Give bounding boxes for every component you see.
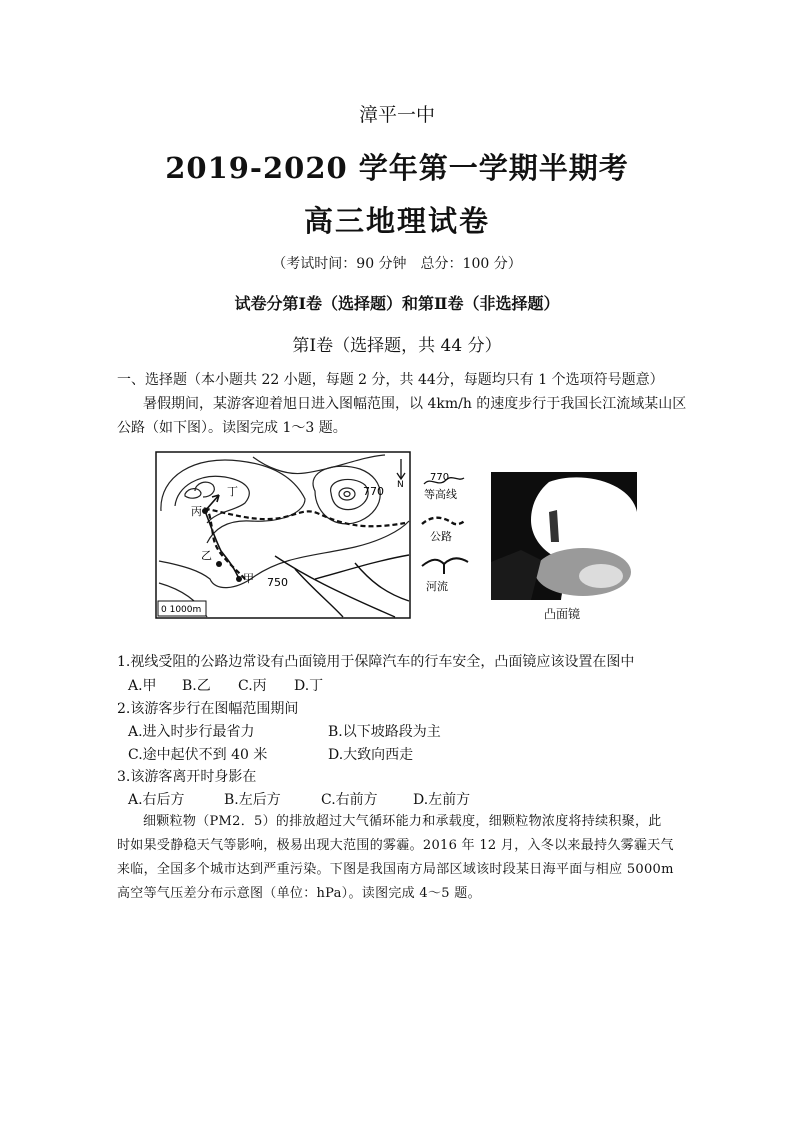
passage-line-3: 来临，全国多个城市达到严重污染。下图是我国南方局部区域该时段某日海平面与相应 5000m (117, 862, 674, 877)
label-bing: 丙 (191, 505, 202, 518)
map-legend (416, 458, 476, 598)
question-2-option-c: C.途中起伏不到 40 米 (128, 747, 268, 763)
school-name: 漳平一中 (358, 104, 435, 126)
exam-title: 2019-2020 学年第一学期半期考 (165, 151, 629, 185)
passage-line-1: 细颗粒物（PM2．5）的排放超过大气循环能力和承载度，细颗粒物浓度将持续积聚，此 (143, 814, 662, 829)
label-yi: 乙 (201, 549, 212, 562)
question-2-option-d: D.大致向西走 (328, 747, 414, 763)
map-frame (156, 452, 410, 618)
question-3-stem: 3.该游客离开时身影在 (117, 769, 257, 785)
contour-label-750: 750 (267, 576, 288, 589)
mirror-highlight (579, 564, 623, 588)
question-1-option-d: D.丁 (294, 678, 324, 694)
question-1-option-c: C.丙 (238, 678, 267, 694)
paper-structure: 试卷分第Ⅰ卷（选择题）和第Ⅱ卷（非选择题） (234, 294, 560, 313)
point-jia-marker (236, 576, 242, 582)
question-3-option-b: B.左后方 (224, 792, 281, 808)
topographic-map (155, 451, 413, 621)
legend-river-icon (422, 558, 468, 574)
passage-line-4: 高空等气压差分布示意图（单位：hPa）。读图完成 4～5 题。 (117, 886, 481, 901)
north-label: N (397, 480, 404, 490)
part-one-heading: 第Ⅰ卷（选择题，共 44 分） (292, 336, 502, 356)
point-yi-marker (216, 561, 222, 567)
question-1-option-a: A.甲 (128, 678, 157, 694)
question-2-stem: 2.该游客步行在图幅范围期间 (117, 701, 299, 717)
contour-label-770: 770 (363, 485, 384, 498)
question-3-option-c: C.右前方 (321, 792, 378, 808)
legend-river-label: 河流 (426, 580, 448, 593)
question-1-option-b: B.乙 (182, 678, 211, 694)
photo-caption: 凸面镜 (544, 607, 581, 621)
legend-road-icon (422, 518, 466, 524)
legend-contour-value: 770 (430, 472, 450, 483)
scale-label: 0 1000m (161, 605, 202, 615)
question-3-option-d: D.左前方 (413, 792, 471, 808)
intro-line-1: 暑假期间，某游客迎着旭日进入图幅范围，以 4km/h 的速度步行于我国长江流域某山区 (143, 396, 687, 412)
exam-meta: （考试时间：90 分钟 总分：100 分） (272, 256, 522, 272)
question-3-option-a: A.右后方 (128, 792, 185, 808)
section-heading: 一、选择题（本小题共 22 小题，每题 2 分，共 44分，每题均只有 1 个选项符号题意） (117, 372, 664, 388)
passage-line-2: 时如果受静稳天气等影响，极易出现大范围的雾霾。2016 年 12 月，入冬以来最持久雾霾天气 (117, 838, 674, 853)
question-2-option-b: B.以下坡路段为主 (328, 724, 441, 740)
legend-contour-label: 等高线 (424, 488, 457, 501)
question-1-stem: 1.视线受阻的公路边常设有凸面镜用于保障汽车的行车安全，凸面镜应该设置在图中 (117, 654, 635, 670)
intro-line-2: 公路（如下图）。读图完成 1～3 题。 (117, 420, 347, 436)
question-2-option-a: A.进入时步行最省力 (128, 724, 255, 740)
legend-road-label: 公路 (430, 530, 452, 543)
convex-mirror-photo (491, 472, 637, 600)
point-bing-marker (202, 508, 208, 514)
label-jia: 甲 (243, 572, 254, 585)
exam-subject-title: 高三地理试卷 (303, 204, 490, 238)
label-ding: 丁 (227, 485, 238, 498)
